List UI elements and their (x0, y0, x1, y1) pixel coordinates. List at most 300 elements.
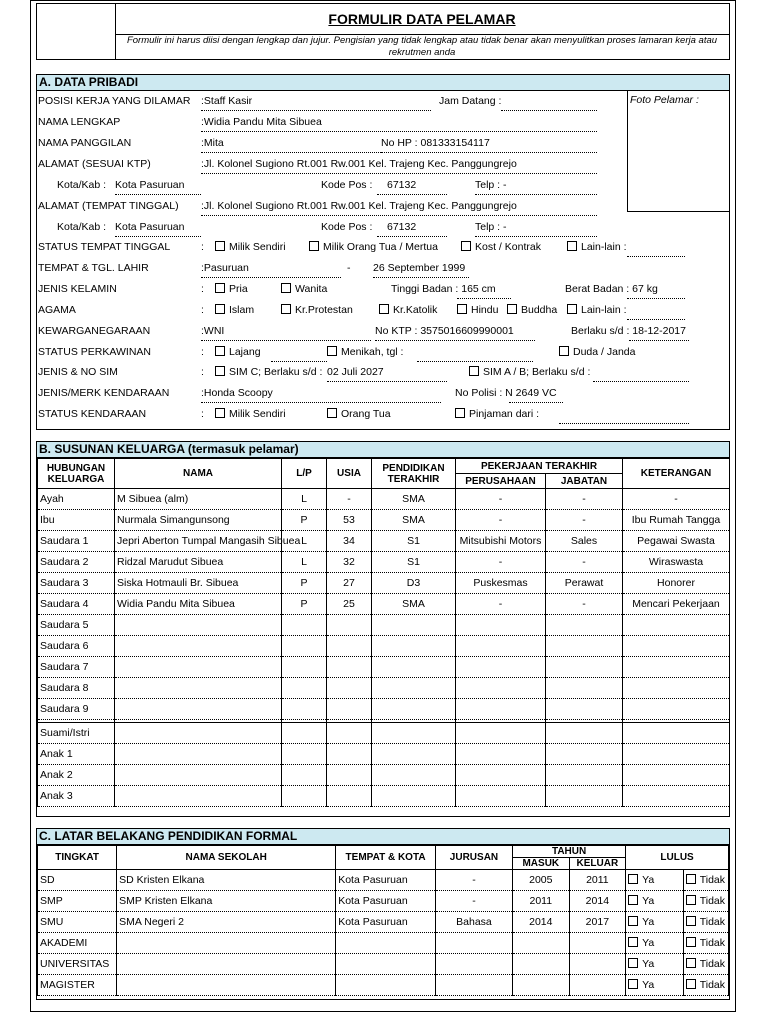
relation-cell: Saudara 7 (38, 657, 115, 678)
table-cell[interactable] (336, 975, 436, 996)
table-cell[interactable] (372, 636, 456, 657)
table-cell[interactable] (372, 744, 456, 765)
lulus-ya-label: Ya (642, 979, 655, 991)
sk-pinjam[interactable] (455, 408, 539, 420)
table-row (38, 744, 730, 765)
jk-wanita[interactable] (281, 283, 327, 295)
table-cell[interactable] (456, 636, 546, 657)
table-cell[interactable] (435, 954, 512, 975)
table-cell[interactable]: Bahasa (435, 912, 512, 933)
sk-milik[interactable] (215, 408, 286, 420)
table-cell[interactable] (623, 615, 730, 636)
table-cell[interactable] (115, 765, 282, 786)
table-cell[interactable]: Kota Pasuruan (336, 912, 436, 933)
lulus-tidak-cell[interactable] (683, 954, 728, 975)
checkbox[interactable] (686, 958, 696, 968)
table-cell[interactable]: Ridzal Marudut Sibuea (115, 552, 282, 573)
checkbox[interactable] (628, 979, 638, 989)
colon: : (201, 346, 204, 358)
kodepos1-label: Kode Pos : (321, 179, 373, 191)
table-cell[interactable]: Jepri Aberton Tumpal Mangasih Sibuea (115, 531, 282, 552)
checkbox[interactable] (281, 283, 291, 293)
table-cell[interactable] (115, 657, 282, 678)
table-cell[interactable]: - (435, 891, 512, 912)
sim-c[interactable] (215, 366, 322, 378)
jam-field[interactable] (501, 110, 597, 111)
table-cell[interactable]: S1 (372, 552, 456, 573)
table-cell[interactable] (327, 615, 372, 636)
table-row (38, 786, 730, 807)
lulus-ya-label: Ya (642, 916, 655, 928)
table-cell[interactable] (115, 744, 282, 765)
lulus-ya-label: Ya (642, 895, 655, 907)
table-cell[interactable] (282, 744, 327, 765)
sim-label: JENIS & NO SIM (38, 366, 118, 378)
checkbox[interactable] (457, 304, 467, 314)
agama-label: AGAMA (38, 304, 76, 316)
table-cell[interactable]: 2011 (569, 870, 626, 891)
relation-cell: Anak 2 (38, 765, 115, 786)
alamat-tinggal-value[interactable]: :Jl. Kolonel Sugiono Rt.001 Rw.001 Kel. Trajeng Kec. Panggungrejo (201, 200, 517, 212)
table-cell[interactable] (623, 636, 730, 657)
checkbox[interactable] (628, 895, 638, 905)
table-cell[interactable] (372, 657, 456, 678)
table-cell[interactable] (546, 765, 623, 786)
jam-label: Jam Datang : (439, 95, 502, 107)
table-cell[interactable]: SMA (372, 510, 456, 531)
hdr-jabatan: JABATAN (546, 474, 623, 489)
table-cell[interactable] (117, 954, 336, 975)
table-cell[interactable]: - (546, 510, 623, 531)
checkbox[interactable] (281, 304, 291, 314)
table-cell[interactable] (513, 975, 570, 996)
st-milik-ortu[interactable] (309, 241, 438, 253)
table-cell[interactable] (282, 678, 327, 699)
alamat-ktp-value[interactable]: :Jl. Kolonel Sugiono Rt.001 Rw.001 Kel. Trajeng Kec. Panggungrejo (201, 158, 517, 170)
polisi-value[interactable]: No Polisi : N 2649 VC (455, 387, 557, 399)
table-cell[interactable] (569, 975, 626, 996)
table-cell[interactable]: L (282, 489, 327, 510)
lulus-tidak-cell[interactable] (683, 912, 728, 933)
table-row (38, 912, 729, 933)
ag-buddha[interactable] (507, 304, 557, 316)
table-cell[interactable]: D3 (372, 573, 456, 594)
table-cell[interactable] (623, 699, 730, 720)
table-row (38, 594, 730, 615)
checkbox[interactable] (507, 304, 517, 314)
st-opt4-label: Lain-lain : (581, 241, 627, 253)
table-cell[interactable]: - (546, 594, 623, 615)
checkbox[interactable] (686, 937, 696, 947)
table-cell[interactable] (456, 744, 546, 765)
kota1-value[interactable]: Kota Pasuruan (115, 179, 185, 191)
hdr-pendidikan: PENDIDIKAN TERAKHIR (372, 459, 456, 489)
lulus-ya-label: Ya (642, 958, 655, 970)
wn-value[interactable]: :WNI (201, 325, 225, 337)
table-cell[interactable]: SMP Kristen Elkana (117, 891, 336, 912)
checkbox[interactable] (455, 408, 465, 418)
panggilan-label: NAMA PANGGILAN (38, 137, 132, 149)
form-note: Formulir ini harus diisi dengan lengkap dan jujur. Pengisian yang tidak lengkap atau tidak benar akan menyulitkan proses lamaran kerja atau rekrutmen anda (126, 35, 718, 58)
lulus-ya-cell[interactable] (626, 912, 684, 933)
table-cell[interactable] (546, 699, 623, 720)
colon: : (201, 304, 204, 316)
table-cell[interactable] (327, 678, 372, 699)
kodepos2-label: Kode Pos : (321, 221, 373, 233)
checkbox[interactable] (327, 408, 337, 418)
table-cell[interactable] (282, 699, 327, 720)
table-cell[interactable] (282, 615, 327, 636)
table-cell[interactable] (282, 723, 327, 744)
st-opt3-label: Kost / Kontrak (475, 241, 541, 253)
st-lain[interactable] (567, 241, 627, 253)
relation-cell: Saudara 9 (38, 699, 115, 720)
table-cell[interactable] (372, 699, 456, 720)
berlaku-value[interactable]: Berlaku s/d : 18-12-2017 (571, 325, 686, 337)
table-cell[interactable]: - (546, 489, 623, 510)
telp1-value[interactable]: Telp : - (475, 179, 507, 191)
lulus-tidak-cell[interactable] (683, 891, 728, 912)
section-data-pribadi (36, 74, 730, 430)
lulus-ya-cell[interactable] (626, 933, 684, 954)
table-cell[interactable] (372, 678, 456, 699)
table-cell[interactable]: S1 (372, 531, 456, 552)
ttl-label: TEMPAT & TGL. LAHIR (38, 262, 149, 274)
hdr-nama: NAMA (115, 459, 282, 489)
checkbox[interactable] (628, 916, 638, 926)
table-cell[interactable]: - (456, 552, 546, 573)
table-cell[interactable]: 27 (327, 573, 372, 594)
ag6-label: Lain-lain : (581, 304, 627, 316)
table-cell[interactable] (327, 636, 372, 657)
checkbox[interactable] (469, 366, 479, 376)
checkbox[interactable] (686, 895, 696, 905)
checkbox[interactable] (379, 304, 389, 314)
lulus-ya-label: Ya (642, 937, 655, 949)
kota2-value[interactable]: Kota Pasuruan (115, 221, 185, 233)
table-cell[interactable] (546, 723, 623, 744)
table-cell[interactable] (282, 765, 327, 786)
education-table (37, 845, 729, 996)
table-cell[interactable] (546, 657, 623, 678)
hdr-usia: USIA (327, 459, 372, 489)
jk-pria[interactable] (215, 283, 248, 295)
table-cell[interactable] (456, 615, 546, 636)
relation-cell: Ayah (38, 489, 115, 510)
kendaraan-value[interactable]: :Honda Scoopy (201, 387, 273, 399)
table-cell[interactable] (327, 723, 372, 744)
table-row (38, 891, 729, 912)
posisi-value[interactable]: :Staff Kasir (201, 95, 253, 107)
table-cell[interactable]: SD Kristen Elkana (117, 870, 336, 891)
lulus-tidak-label: Tidak (699, 895, 726, 907)
table-row (38, 678, 730, 699)
kw1-label: Lajang (229, 346, 261, 358)
checkbox[interactable] (327, 346, 337, 356)
level-cell: UNIVERSITAS (38, 954, 117, 975)
table-row (38, 975, 729, 996)
table-cell[interactable]: Kota Pasuruan (336, 891, 436, 912)
hdr-lulus: LULUS (626, 846, 729, 870)
table-cell[interactable] (115, 678, 282, 699)
table-cell[interactable]: 2014 (513, 912, 570, 933)
table-cell[interactable]: L (282, 552, 327, 573)
lulus-ya-cell[interactable] (626, 954, 684, 975)
table-cell[interactable] (282, 657, 327, 678)
sim2-label: SIM A / B; Berlaku s/d : (483, 366, 591, 378)
table-cell[interactable]: 2017 (569, 912, 626, 933)
table-cell[interactable]: Siska Hotmauli Br. Sibuea (115, 573, 282, 594)
photo-box[interactable] (627, 91, 730, 212)
table-cell[interactable] (569, 933, 626, 954)
table-row (38, 765, 730, 786)
hdr-keluar: KELUAR (569, 858, 626, 870)
table-cell[interactable]: Sales (546, 531, 623, 552)
table-cell[interactable]: Nurmala Simangunsong (115, 510, 282, 531)
checkbox[interactable] (628, 937, 638, 947)
sim-c-value[interactable]: 02 Juli 2027 (327, 366, 384, 378)
relation-cell: Suami/Istri (38, 723, 115, 744)
table-cell[interactable]: 25 (327, 594, 372, 615)
checkbox[interactable] (215, 366, 225, 376)
hdr-lp: L/P (282, 459, 327, 489)
table-cell[interactable] (336, 933, 436, 954)
nama-value[interactable]: :Widia Pandu Mita Sibuea (201, 116, 322, 128)
table-cell[interactable] (115, 636, 282, 657)
ag1-label: Islam (229, 304, 255, 316)
sim-ab[interactable] (469, 366, 590, 378)
table-row (38, 510, 730, 531)
table-cell[interactable]: 32 (327, 552, 372, 573)
form-header (36, 3, 730, 60)
table-cell[interactable]: - (623, 489, 730, 510)
kodepos1-value[interactable]: 67132 (387, 179, 417, 191)
jk-label: JENIS KELAMIN (38, 283, 117, 295)
table-cell[interactable]: 2011 (513, 891, 570, 912)
status-tinggal-label: STATUS TEMPAT TINGGAL (38, 241, 171, 253)
checkbox[interactable] (215, 283, 225, 293)
sk1-label: Milik Sendiri (229, 408, 286, 420)
checkbox[interactable] (686, 874, 696, 884)
table-cell[interactable] (623, 678, 730, 699)
table-cell[interactable]: Widia Pandu Mita Sibuea (115, 594, 282, 615)
table-cell[interactable] (546, 636, 623, 657)
jk2-label: Wanita (295, 283, 328, 295)
tempat-lahir-value[interactable]: :Pasuruan (201, 262, 249, 274)
checkbox[interactable] (461, 241, 471, 251)
ag-katolik[interactable] (379, 304, 437, 316)
table-cell[interactable]: P (282, 573, 327, 594)
table-cell[interactable]: Puskesmas (456, 573, 546, 594)
table-row (38, 933, 729, 954)
table-cell[interactable]: - (456, 594, 546, 615)
tinggi-value[interactable]: Tinggi Badan : 165 cm (391, 283, 496, 295)
table-cell[interactable]: Kota Pasuruan (336, 870, 436, 891)
lulus-tidak-cell[interactable] (683, 870, 728, 891)
table-cell[interactable]: 2005 (513, 870, 570, 891)
table-cell[interactable]: - (327, 489, 372, 510)
table-cell[interactable] (435, 933, 512, 954)
table-cell[interactable]: Pegawai Swasta (623, 531, 730, 552)
kw-duda[interactable] (559, 346, 635, 358)
table-cell[interactable] (435, 975, 512, 996)
table-cell[interactable] (327, 657, 372, 678)
hdr-kota: TEMPAT & KOTA (336, 846, 436, 870)
table-cell[interactable] (115, 699, 282, 720)
panggilan-value[interactable]: :Mita (201, 137, 224, 149)
level-cell: MAGISTER (38, 975, 117, 996)
table-cell[interactable] (456, 699, 546, 720)
table-cell[interactable] (513, 933, 570, 954)
table-cell[interactable] (336, 954, 436, 975)
table-cell[interactable]: Honorer (623, 573, 730, 594)
table-cell[interactable]: P (282, 510, 327, 531)
table-cell[interactable]: 34 (327, 531, 372, 552)
checkbox[interactable] (215, 346, 225, 356)
st-kost[interactable] (461, 241, 541, 253)
table-cell[interactable] (327, 744, 372, 765)
table-cell[interactable]: - (435, 870, 512, 891)
ktp-value[interactable]: No KTP : 3575016609990001 (375, 325, 514, 337)
table-cell[interactable]: Perawat (546, 573, 623, 594)
table-cell[interactable]: Mitsubishi Motors (456, 531, 546, 552)
table-cell[interactable] (546, 678, 623, 699)
checkbox[interactable] (567, 304, 577, 314)
table-cell[interactable] (117, 933, 336, 954)
checkbox[interactable] (309, 241, 319, 251)
lulus-ya-cell[interactable] (626, 891, 684, 912)
table-cell[interactable] (372, 765, 456, 786)
sk-ortu[interactable] (327, 408, 391, 420)
table-cell[interactable] (456, 786, 546, 807)
table-cell[interactable] (456, 678, 546, 699)
table-row (38, 531, 730, 552)
table-cell[interactable]: SMA Negeri 2 (117, 912, 336, 933)
st-milik-sendiri[interactable] (215, 241, 286, 253)
hdr-perusahaan: PERUSAHAAN (456, 474, 546, 489)
table-cell[interactable] (569, 954, 626, 975)
kodepos2-value[interactable]: 67132 (387, 221, 417, 233)
lulus-tidak-label: Tidak (699, 874, 726, 886)
lulus-tidak-cell[interactable] (683, 933, 728, 954)
section-a-title: A. DATA PRIBADI (37, 75, 729, 91)
table-cell[interactable] (623, 765, 730, 786)
table-cell[interactable] (623, 657, 730, 678)
checkbox[interactable] (215, 408, 225, 418)
table-cell[interactable]: Wiraswasta (623, 552, 730, 573)
checkbox[interactable] (628, 874, 638, 884)
section-c-title: C. LATAR BELAKANG PENDIDIKAN FORMAL (37, 829, 729, 845)
ag-protestan[interactable] (281, 304, 353, 316)
table-cell[interactable] (372, 723, 456, 744)
table-cell[interactable]: P (282, 594, 327, 615)
table-cell[interactable] (456, 765, 546, 786)
telp2-value[interactable]: Telp : - (475, 221, 507, 233)
table-cell[interactable]: SMA (372, 489, 456, 510)
table-cell[interactable]: M Sibuea (alm) (115, 489, 282, 510)
table-cell[interactable] (623, 786, 730, 807)
tgl-lahir-value[interactable]: 26 September 1999 (373, 262, 466, 274)
table-cell[interactable] (327, 699, 372, 720)
lulus-ya-label: Ya (642, 874, 655, 886)
table-cell[interactable]: Mencari Pekerjaan (623, 594, 730, 615)
table-cell[interactable]: - (456, 510, 546, 531)
checkbox[interactable] (215, 241, 225, 251)
checkbox[interactable] (628, 958, 638, 968)
table-cell[interactable] (372, 615, 456, 636)
table-cell[interactable]: SMA (372, 594, 456, 615)
checkbox[interactable] (686, 916, 696, 926)
dash: - (347, 262, 351, 274)
table-cell[interactable] (117, 975, 336, 996)
table-row (38, 723, 730, 744)
kw-lajang[interactable] (215, 346, 261, 358)
table-cell[interactable] (115, 615, 282, 636)
relation-cell: Saudara 2 (38, 552, 115, 573)
table-cell[interactable] (513, 954, 570, 975)
relation-cell: Anak 1 (38, 744, 115, 765)
table-cell[interactable] (456, 723, 546, 744)
table-cell[interactable] (372, 786, 456, 807)
ag-hindu[interactable] (457, 304, 498, 316)
alamat-tinggal-label: ALAMAT (TEMPAT TINGGAL) (38, 200, 179, 212)
lulus-ya-cell[interactable] (626, 975, 684, 996)
table-cell[interactable] (623, 744, 730, 765)
lulus-tidak-label: Tidak (699, 937, 726, 949)
table-cell[interactable] (623, 723, 730, 744)
table-row (38, 657, 730, 678)
kendaraan-label: JENIS/MERK KENDARAAN (38, 387, 170, 399)
checkbox[interactable] (686, 979, 696, 989)
table-row (38, 870, 729, 891)
lulus-ya-cell[interactable] (626, 870, 684, 891)
kw-menikah[interactable] (327, 346, 403, 358)
table-cell[interactable] (546, 786, 623, 807)
relation-cell: Saudara 6 (38, 636, 115, 657)
table-cell[interactable] (546, 744, 623, 765)
table-cell[interactable] (115, 723, 282, 744)
table-cell[interactable] (456, 657, 546, 678)
berat-value[interactable]: Berat Badan : 67 kg (565, 283, 658, 295)
ag-islam[interactable] (215, 304, 254, 316)
table-row (38, 636, 730, 657)
table-cell[interactable]: - (546, 552, 623, 573)
table-cell[interactable]: 2014 (569, 891, 626, 912)
table-cell[interactable]: Ibu Rumah Tangga (623, 510, 730, 531)
table-cell[interactable]: 53 (327, 510, 372, 531)
hp-value[interactable]: No HP : 081333154117 (381, 137, 490, 149)
table-row (38, 699, 730, 720)
table-row (38, 489, 730, 510)
ag-lain[interactable] (567, 304, 627, 316)
family-table (37, 458, 730, 807)
table-cell[interactable] (115, 786, 282, 807)
jk1-label: Pria (229, 283, 248, 295)
table-cell[interactable] (282, 786, 327, 807)
checkbox[interactable] (559, 346, 569, 356)
table-cell[interactable] (282, 636, 327, 657)
table-cell[interactable] (327, 765, 372, 786)
relation-cell: Saudara 3 (38, 573, 115, 594)
table-row (38, 573, 730, 594)
lulus-tidak-cell[interactable] (683, 975, 728, 996)
checkbox[interactable] (215, 304, 225, 314)
table-cell[interactable]: L (282, 531, 327, 552)
checkbox[interactable] (567, 241, 577, 251)
table-cell[interactable]: - (456, 489, 546, 510)
table-cell[interactable] (546, 615, 623, 636)
table-cell[interactable] (327, 786, 372, 807)
